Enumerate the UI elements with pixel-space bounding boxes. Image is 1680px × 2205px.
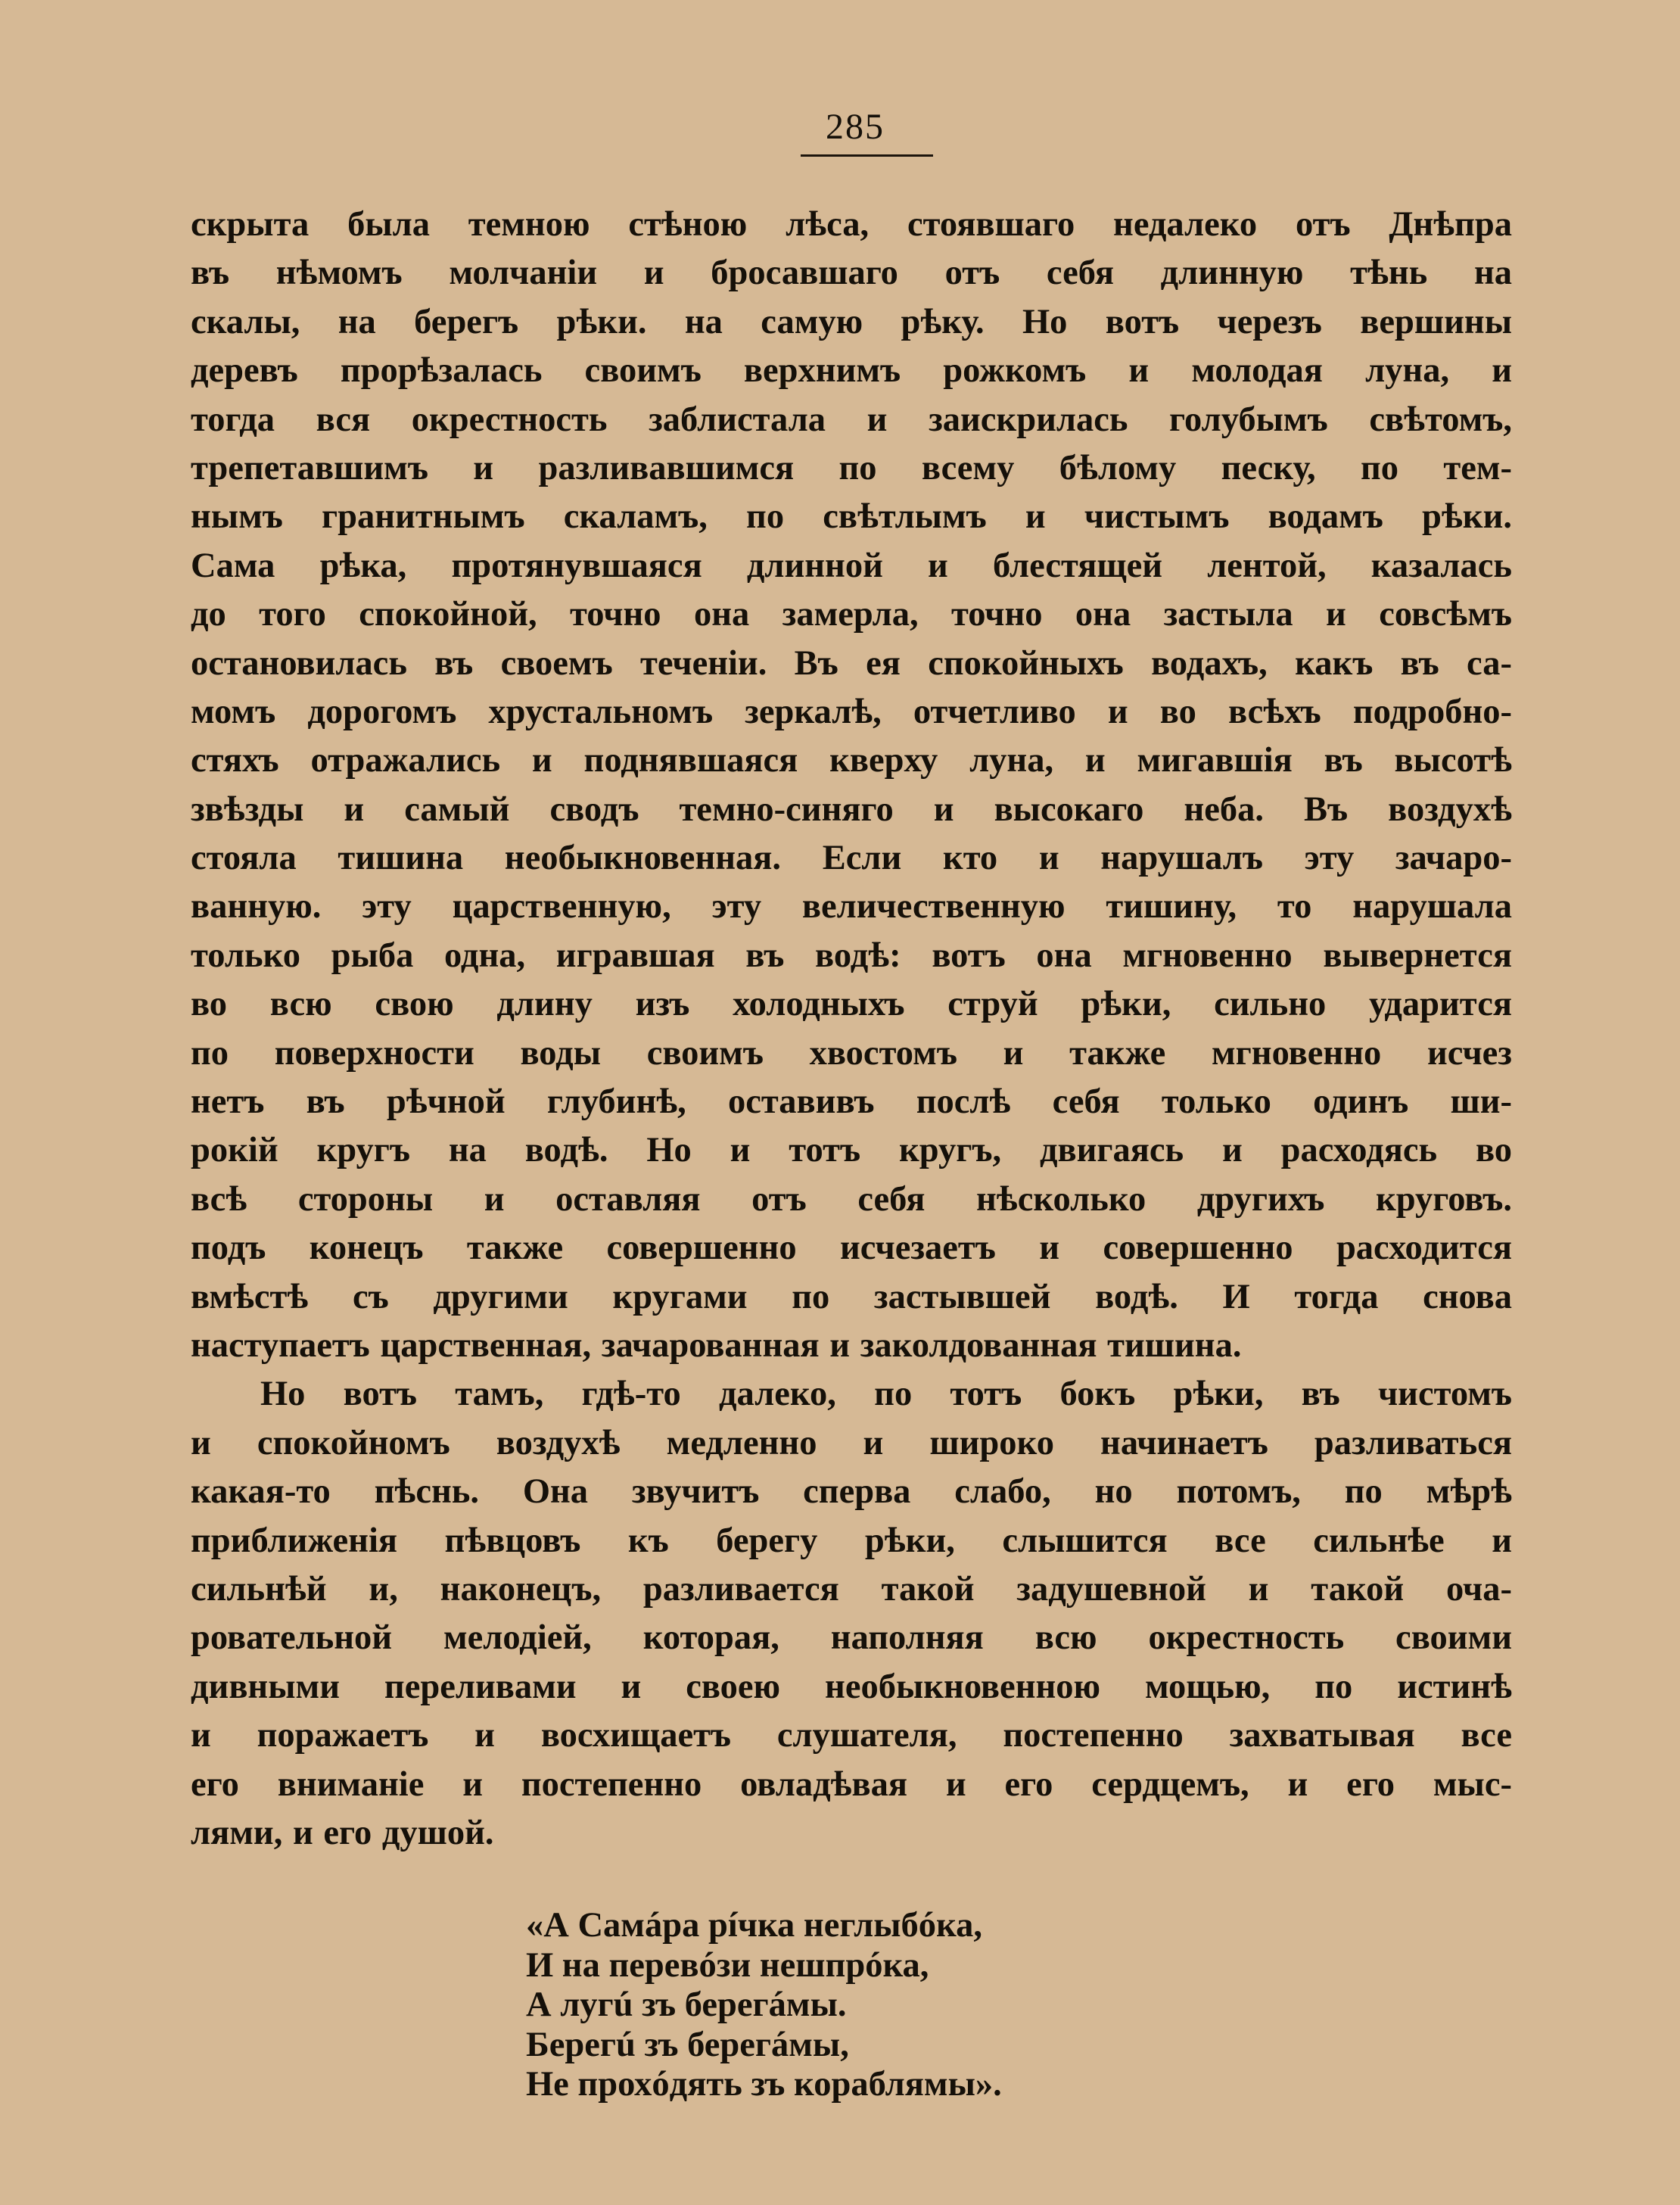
text-line: момъ дорогомъ хрустальномъ зеркалѣ, отчетливо и во всѣхъ подробно- bbox=[191, 692, 1512, 731]
verse-line: «А Самáра рíчка неглыбóка, bbox=[526, 1906, 982, 1945]
text-line: нымъ гранитнымъ скаламъ, по свѣтлымъ и чистымъ водамъ рѣки. bbox=[191, 497, 1512, 537]
text-line: вмѣстѣ съ другими кругами по застывшей водѣ. И тогда снова bbox=[191, 1277, 1512, 1316]
text-line: до того спокойной, точно она замерла, точно она застыла и совсѣмъ bbox=[191, 595, 1512, 634]
text-line: приближенія пѣвцовъ къ берегу рѣки, слышится все сильнѣе и bbox=[191, 1521, 1512, 1560]
paragraph-2 bbox=[191, 1370, 1512, 1858]
text-line: остановилась въ своемъ теченіи. Въ ея спокойныхъ водахъ, какъ въ са- bbox=[191, 643, 1512, 683]
text-line: только рыба одна, игравшая въ водѣ: вотъ она мгновенно вывернется bbox=[191, 936, 1512, 975]
text-line: ровательной мелодіей, которая, наполняя всю окрестность своими bbox=[191, 1618, 1512, 1658]
text-line: во всю свою длину изъ холодныхъ струй рѣки, сильно ударится bbox=[191, 985, 1512, 1024]
text-line: нетъ въ рѣчной глубинѣ, оставивъ послѣ себя только одинъ ши- bbox=[191, 1082, 1512, 1122]
text-line: Сама рѣка, протянувшаяся длинной и блестящей лентой, казалась bbox=[191, 546, 1512, 585]
text-line: подъ конецъ также совершенно исчезаетъ и совершенно расходится bbox=[191, 1229, 1512, 1268]
text-line: всѣ стороны и оставляя отъ себя нѣсколько другихъ круговъ. bbox=[191, 1179, 1512, 1219]
text-line: наступаетъ царственная, зачарованная и заколдованная тишина. bbox=[191, 1325, 1242, 1365]
text-line: тогда вся окрестность заблистала и заискрилась голубымъ свѣтомъ, bbox=[191, 400, 1512, 439]
text-line: Но вотъ тамъ, гдѣ-то далеко, по тотъ бокъ рѣки, въ чистомъ bbox=[260, 1375, 1512, 1414]
verse-line: И на перевóзи нешпрóка, bbox=[526, 1945, 929, 1985]
text-line: его вниманіе и постепенно овладѣвая и его сердцемъ, и его мыс- bbox=[191, 1764, 1512, 1804]
text-line: трепетавшимъ и разливавшимся по всему бѣлому песку, по тем- bbox=[191, 448, 1512, 487]
verse-quote bbox=[526, 1906, 1358, 2105]
text-line: и спокойномъ воздухѣ медленно и широко начинаетъ разливаться bbox=[191, 1423, 1512, 1462]
text-line: лями, и его душой. bbox=[191, 1813, 494, 1852]
text-line: по поверхности воды своимъ хвостомъ и также мгновенно исчез bbox=[191, 1033, 1512, 1073]
text-line: дивными переливами и своею необыкновенною мощью, по истинѣ bbox=[191, 1667, 1512, 1706]
text-line: въ нѣмомъ молчаніи и бросавшаго отъ себя длинную тѣнь на bbox=[191, 254, 1512, 293]
text-line: стояла тишина необыкновенная. Если кто и нарушалъ эту зачаро- bbox=[191, 839, 1512, 878]
page-number-rule bbox=[801, 154, 933, 157]
text-line: звѣзды и самый сводъ темно-синяго и высокаго неба. Въ воздухѣ bbox=[191, 790, 1512, 829]
text-line: сильнѣй и, наконецъ, разливается такой задушевной и такой оча- bbox=[191, 1569, 1512, 1609]
verse-line: Не прохóдять зъ кораблямы». bbox=[526, 2065, 1002, 2104]
page-number: 285 bbox=[826, 107, 885, 147]
body-text bbox=[191, 201, 1512, 1858]
text-line: рокій кругъ на водѣ. Но и тотъ кругъ, двигаясь и расходясь во bbox=[191, 1131, 1512, 1170]
text-line: ванную. эту царственную, эту величественную тишину, то нарушала bbox=[191, 887, 1512, 927]
text-line: и поражаетъ и восхищаетъ слушателя, постепенно захватывая все bbox=[191, 1716, 1512, 1755]
paragraph-1 bbox=[191, 201, 1512, 1370]
text-line: какая-то пѣснь. Она звучитъ сперва слабо, но потомъ, по мѣрѣ bbox=[191, 1472, 1512, 1512]
verse-line: Берегú зъ берегáмы, bbox=[526, 2025, 849, 2064]
text-line: скрыта была темною стѣною лѣса, стоявшаго недалеко отъ Днѣпра bbox=[191, 205, 1512, 244]
text-line: скалы, на берегъ рѣки. на самую рѣку. Но вотъ черезъ вершины bbox=[191, 302, 1512, 341]
text-line: деревъ прорѣзалась своимъ верхнимъ рожкомъ и молодая луна, и bbox=[191, 351, 1512, 391]
text-line: стяхъ отражались и поднявшаяся кверху луна, и мигавшія въ высотѣ bbox=[191, 741, 1512, 780]
verse-line: А лугú зъ берегáмы. bbox=[526, 1985, 847, 2024]
